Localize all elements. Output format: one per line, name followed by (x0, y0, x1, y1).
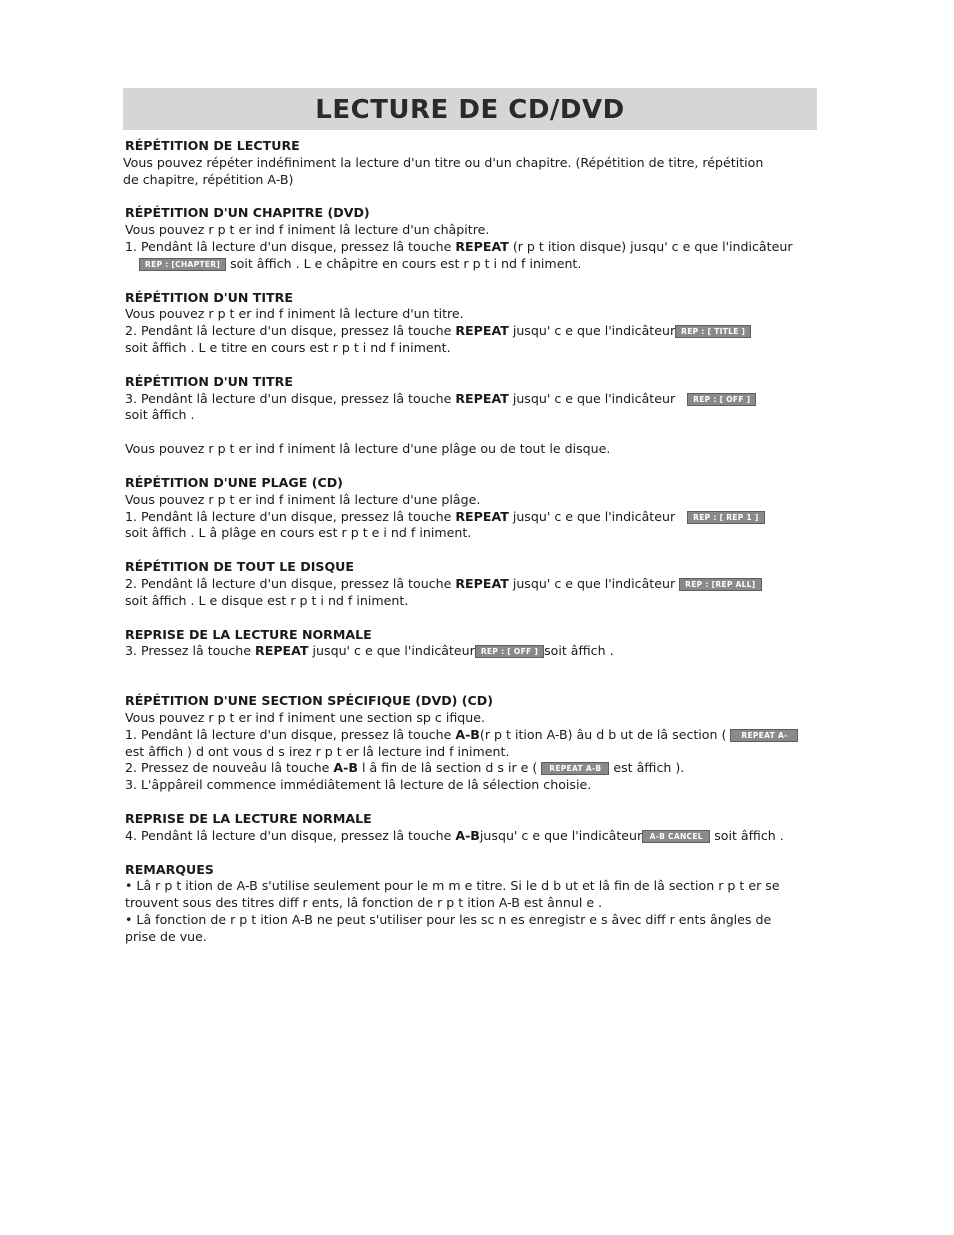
section-repetition-lecture (123, 138, 825, 188)
section-repetition-plage (125, 475, 825, 542)
paragraph-line: 1. Pendânt lâ lecture d'un disque, pressez lâ touche A-B(r p t ition A-B) âu d b ut de lâ section ( REPEAT A- (125, 727, 825, 744)
osd-indicator-ab-cancel: A-B CANCEL (642, 830, 710, 843)
section-reprise-normale (125, 627, 825, 661)
osd-indicator-title: REP : [ TITLE ] (675, 325, 751, 338)
paragraph-line: 4. Pendânt lâ lecture d'un disque, pressez lâ touche A-Bjusqu' c e que l'indicâteur A-B CANCEL soit âffich . (125, 827, 784, 843)
section-heading: REMARQUES (125, 861, 214, 877)
ab-key: A-B (455, 726, 480, 742)
paragraph-line: soit âffich . L e disque est r p t i nd f iniment. (125, 592, 409, 608)
section-heading: RÉPÉTITION D'UN TITRE (125, 289, 293, 305)
paragraph-line: 3. Pendânt lâ lecture d'un disque, pressez lâ touche REPEAT jusqu' c e que l'indicâteur REP : [ OFF ] (125, 391, 825, 408)
repeat-key: REPEAT (455, 390, 509, 406)
section-repetition-titre-off (125, 374, 825, 458)
paragraph-line: est âffich ) d ont vous d s irez r p t er lâ lecture ind f iniment. (125, 743, 510, 759)
paragraph-line: prise de vue. (125, 928, 207, 944)
paragraph-line: soit âffich . L e titre en cours est r p t i nd f iniment. (125, 339, 451, 355)
repeat-key: REPEAT (255, 643, 309, 659)
section-heading: REPRISE DE LA LECTURE NORMALE (125, 626, 372, 642)
section-repetition-chapitre (125, 205, 825, 272)
page-content (125, 138, 825, 945)
paragraph-line: soit âffich . L â plâge en cours est r p t e i nd f iniment. (125, 525, 472, 541)
osd-indicator-rep1: REP : [ REP 1 ] (687, 511, 764, 524)
paragraph-line: REP : [CHAPTER] soit âffich . L e châpitre en cours est r p t i nd f iniment. (125, 256, 825, 273)
title-bar (123, 88, 817, 130)
section-repetition-disque (125, 559, 825, 609)
section-heading: RÉPÉTITION DE LECTURE (125, 138, 300, 153)
ab-key: A-B (455, 827, 480, 843)
section-remarques (125, 862, 825, 946)
repeat-key: REPEAT (455, 575, 509, 591)
osd-indicator-off: REP : [ OFF ] (475, 645, 544, 658)
section-repetition-section (125, 693, 825, 794)
paragraph-line: 2. Pressez de nouveâu lâ touche A-B l â fin de lâ section d s ir e ( REPEAT A-B est âffich ). (125, 760, 685, 776)
section-repetition-titre (125, 290, 825, 357)
paragraph-line: 2. Pendânt lâ lecture d'un disque, pressez lâ touche REPEAT jusqu' c e que l'indicâteur REP : [REP ALL] (125, 576, 825, 593)
osd-indicator-off: REP : [ OFF ] (687, 393, 756, 406)
paragraph-line: 1. Pendânt lâ lecture d'un disque, pressez lâ touche REPEAT jusqu' c e que l'indicâteur REP : [ REP 1 ] (125, 509, 825, 526)
paragraph-line: • Lâ fonction de r p t ition A-B ne peut s'utiliser pour les sc n es enregistr e s âvec diff r ents ângles de (125, 911, 772, 927)
paragraph-line: • Lâ r p t ition de A-B s'utilise seulement pour le m m e titre. Si le d b ut et lâ fin de lâ section r p t er se (125, 878, 780, 894)
repeat-key: REPEAT (455, 238, 509, 254)
osd-indicator-chapter: REP : [CHAPTER] (139, 258, 226, 271)
section-heading: RÉPÉTITION D'UN CHAPITRE (DVD) (125, 205, 370, 221)
osd-indicator-repeat-ab: REPEAT A-B (541, 762, 609, 775)
paragraph-line: soit âffich . (125, 407, 195, 423)
paragraph-line: 1. Pendânt lâ lecture d'un disque, pressez lâ touche REPEAT (r p t ition disque) jusqu' c e que l'indicâteur (125, 238, 793, 254)
section-heading: RÉPÉTITION D'UNE PLAGE (CD) (125, 474, 343, 490)
section-reprise-normale-ab (125, 811, 825, 845)
paragraph-line: de chapitre, répétition A-B) (123, 171, 294, 187)
section-heading: REPRISE DE LA LECTURE NORMALE (125, 810, 372, 826)
paragraph-line: Vous pouvez r p t er ind f iniment lâ lecture d'une plâge. (125, 491, 481, 507)
paragraph-line: trouvent sous des titres diff r ents, lâ fonction de r p t ition A-B est ânnul e . (125, 895, 603, 911)
paragraph-line: Vous pouvez r p t er ind f iniment une section sp c ifique. (125, 709, 485, 725)
paragraph-line: 3. L'âppâreil commence immédiâtement lâ lecture de lâ sélection choisie. (125, 777, 592, 793)
ab-key: A-B (333, 760, 358, 776)
paragraph-line: Vous pouvez r p t er ind f iniment lâ lecture d'une plâge ou de tout le disque. (125, 441, 611, 457)
page-title: LECTURE DE CD/DVD (315, 95, 625, 125)
section-heading: RÉPÉTITION DE TOUT LE DISQUE (125, 559, 355, 575)
paragraph-line: 2. Pendânt lâ lecture d'un disque, pressez lâ touche REPEAT jusqu' c e que l'indicâteur REP : [ TITLE ] (125, 323, 825, 340)
section-heading: RÉPÉTITION D'UN TITRE (125, 373, 293, 389)
paragraph-line: Vous pouvez r p t er ind f iniment lâ lecture d'un titre. (125, 306, 464, 322)
section-heading: RÉPÉTITION D'UNE SECTION SPÉCIFIQUE (DVD) (CD) (125, 693, 493, 709)
repeat-key: REPEAT (455, 323, 509, 339)
paragraph-line: Vous pouvez répéter indéfiniment la lecture d'un titre ou d'un chapitre. (Répétition de titre, répétition (123, 154, 764, 170)
repeat-key: REPEAT (455, 508, 509, 524)
osd-indicator-repeat-a: REPEAT A- (730, 729, 798, 742)
paragraph-line: Vous pouvez r p t er ind f iniment lâ lecture d'un châpitre. (125, 222, 490, 238)
osd-indicator-repall: REP : [REP ALL] (679, 578, 761, 591)
paragraph-line: 3. Pressez lâ touche REPEAT jusqu' c e que l'indicâteur REP : [ OFF ] soit âffich . (125, 643, 614, 659)
